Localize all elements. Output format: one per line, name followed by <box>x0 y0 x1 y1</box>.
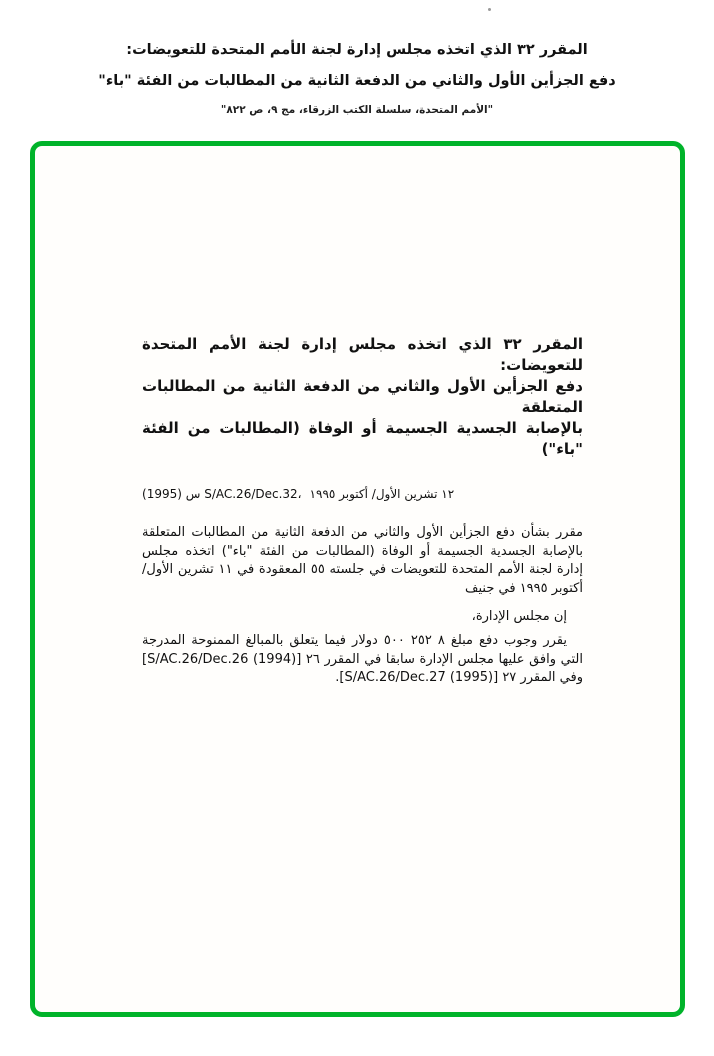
decision-title-line2: دفع الجزأين الأول والثاني من الدفعة الثانية من المطالبات المتعلقة <box>142 377 583 416</box>
decision-title-line1: المقرر ٣٢ الذي اتخذه مجلس إدارة لجنة الأمم المتحدة للتعويضات: <box>142 335 583 374</box>
operative-paragraph: يقرر وجوب دفع مبلغ ٨ ٢٥٢ ٥٠٠ دولار فيما يتعلق بالمبالغ الممنوحة المدرجة التي وافق عليها مجلس الإدارة سابقا في المقرر ٢٦ [S/AC.26/Dec.26 (1994)] وفي المقرر ٢٧ [S/AC.26/Dec.27 (1995)]. <box>142 633 583 685</box>
document-reference-line <box>142 487 583 501</box>
scan-speck <box>488 8 491 11</box>
preamble-paragraph: مقرر بشأن دفع الجزأين الأول والثاني من الدفعة الثانية من المطالبات المتعلقة بالإصابة الجسدية الجسيمة أو الوفاة (المطالبات من الفئة "باء") اتخذه مجلس إدارة لجنة الأمم المتحدة للتعويضات في جلسته ٥٥ المعقودة في ١١ تشرين الأول/ أكتوبر ١٩٩٥ في جنيف <box>142 525 583 596</box>
citation-header <box>0 42 714 116</box>
salutation-line: إن مجلس الإدارة، <box>471 609 567 624</box>
scanned-page-frame <box>30 141 685 1017</box>
document-symbol: س (1995) S/AC.26/Dec.32، <box>142 487 302 501</box>
document-date: ١٢ تشرين الأول/ أكتوبر ١٩٩٥ <box>309 487 455 501</box>
decision-title-line3: بالإصابة الجسدية الجسيمة أو الوفاة (المطالبات من الفئة "باء") <box>142 419 583 458</box>
citation-title-line: المقرر ٣٢ الذي اتخذه مجلس إدارة لجنة الأمم المتحدة للتعويضات: <box>126 42 588 58</box>
citation-source-line: "الأمم المتحدة، سلسلة الكتب الزرقاء، مج ٩، ص ٨٢٢" <box>220 104 494 116</box>
document-body <box>142 334 583 688</box>
citation-subtitle-line: دفع الجزأين الأول والثاني من الدفعة الثانية من المطالبات من الفئة "باء" <box>98 73 616 89</box>
decision-title <box>142 334 583 460</box>
